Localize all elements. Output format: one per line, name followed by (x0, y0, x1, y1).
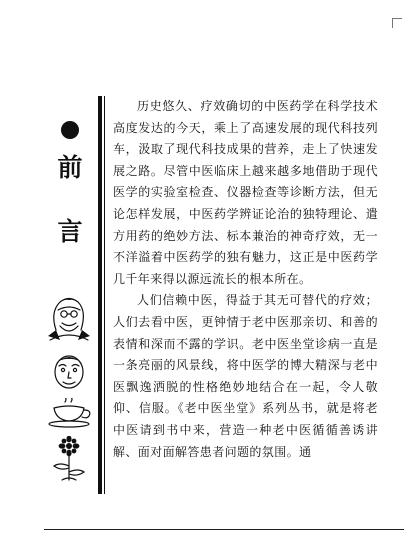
face-sketch-icon (40, 352, 98, 392)
teacup-icon (40, 398, 98, 428)
old-doctor-portrait-icon (40, 290, 98, 342)
crop-mark (392, 18, 393, 28)
section-bullet (61, 121, 79, 139)
vertical-rule (98, 96, 102, 494)
bottom-rule (44, 529, 404, 530)
vertical-rule (104, 96, 105, 494)
section-title-char: 前 (57, 153, 83, 182)
paragraph: 人们信赖中医，得益于其无可替代的疗效；人们去看中医，更钟情于老中医那亲切、和善的表情和深而不露的学识。老中医坐堂诊病一直是一条亮丽的风景线，将中医学的博大精深与老中医飘逸洒脱的性格绝妙地结合在一起，令人敬仰、信服。《老中医坐堂》系列丛书，就是将老中医请到书中来，营造一种老中医循循善诱讲解、面对面解答患者问题的氛围。通 (113, 293, 378, 459)
preface-body (113, 96, 378, 463)
section-title-char: 言 (57, 217, 83, 246)
flower-herb-icon (40, 436, 98, 482)
paragraph: 历史悠久、疗效确切的中医药学在科学技术高度发达的今天，乘上了高速发展的现代科技列车，汲取了现代科技成果的营养，走上了快速发展之路。尽管中医临床上越来越多地借助于现代医学的实验室检查、仪器检查等诊断方法，但无论怎样发展，中医药学辨证论治的独特理论、遣方用药的绝妙方法、标本兼治的神奇疗效，无一不洋溢着中医药学的独有魅力，这正是中医药学几千年来得以源远流长的根本所在。 (113, 99, 378, 286)
crop-mark (392, 18, 402, 19)
